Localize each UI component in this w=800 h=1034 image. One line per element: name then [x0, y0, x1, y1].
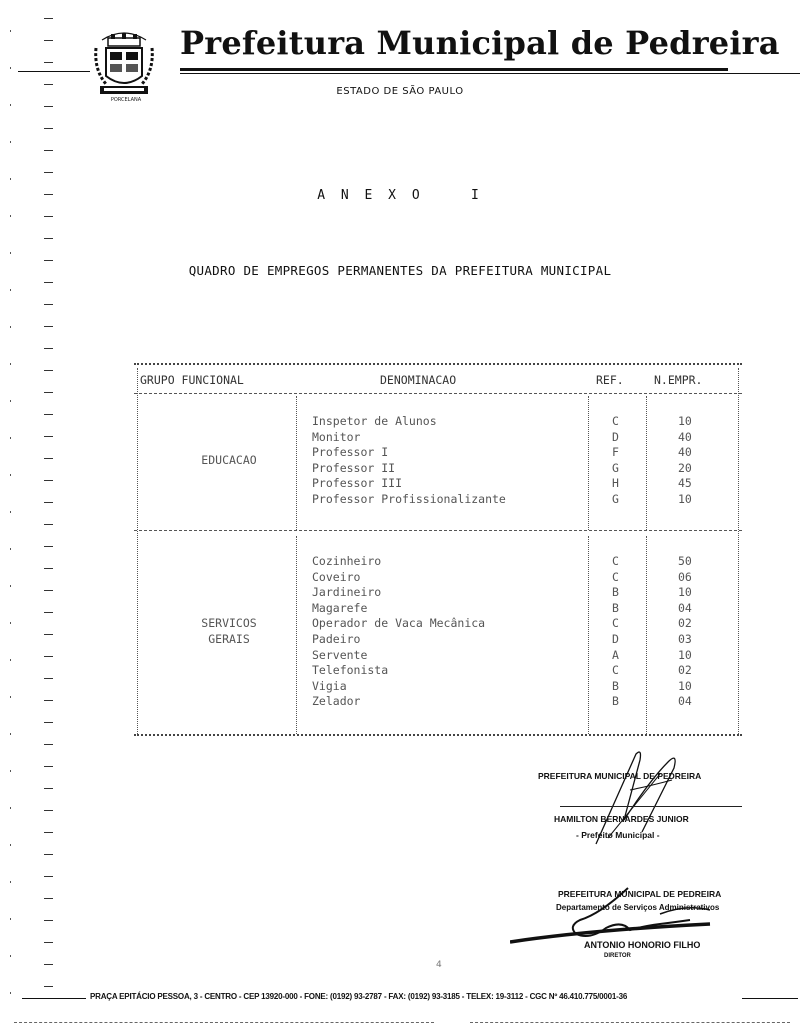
margin-tick [44, 788, 53, 789]
margin-tick [44, 282, 53, 283]
margin-tick [44, 84, 53, 85]
margin-tick [44, 414, 53, 415]
letterhead-rule-left [18, 71, 90, 72]
col-sep-left [137, 368, 138, 734]
cell-n-empr: 45 [678, 476, 692, 491]
director-name: ANTONIO HONORIO FILHO [584, 940, 701, 950]
letterhead-rule-thin [180, 73, 800, 74]
cell-ref: F [612, 445, 619, 460]
edge-dot [10, 67, 11, 69]
cell-ref: C [612, 663, 619, 678]
col-sep-3a [646, 396, 647, 530]
margin-tick [44, 216, 53, 217]
footer-rule-left [22, 998, 86, 999]
cell-denominacao: Cozinheiro [312, 554, 382, 568]
cell-ref: D [612, 429, 619, 444]
col-sep-2b [588, 536, 589, 734]
edge-dot [10, 733, 11, 735]
bottom-scan-line-left [14, 1022, 434, 1023]
margin-tick [44, 18, 53, 19]
director-title: DIRETOR [604, 953, 631, 959]
edge-dot [10, 881, 11, 883]
edge-dot [10, 807, 11, 809]
group-label: EDUCACAO [201, 453, 257, 467]
margin-tick [44, 722, 53, 723]
margin-tick [44, 678, 53, 679]
group-divider [134, 530, 742, 531]
margin-tick [44, 766, 53, 767]
margin-tick [44, 942, 53, 943]
margin-tick [44, 920, 53, 921]
margin-tick [44, 656, 53, 657]
edge-dot [10, 844, 11, 846]
margin-tick [44, 480, 53, 481]
footer-address: PRAÇA EPITÁCIO PESSOA, 3 - CENTRO - CEP 13920-000 - FONE: (0192) 93-2787 - FAX: (0192) 93-3185 - TELEX: 19-3112 - CGC Nº 46.410.775/0001-36 [90, 992, 628, 1001]
cell-ref: C [612, 554, 619, 568]
cell-n-empr: 10 [678, 647, 692, 662]
cell-n-empr: 04 [678, 694, 692, 709]
col-sep-3b [646, 536, 647, 734]
cell-n-empr: 10 [678, 585, 692, 600]
cell-n-empr: 06 [678, 569, 692, 584]
col-header-n-empr: N.EMPR. [654, 373, 703, 387]
margin-tick [44, 172, 53, 173]
cell-denominacao: Zelador [312, 694, 361, 709]
cell-ref: G [612, 492, 619, 506]
cell-n-empr: 20 [678, 460, 692, 475]
annex-heading: A N E X O I [317, 188, 483, 203]
edge-dot [10, 548, 11, 550]
margin-tick [44, 348, 53, 349]
margin-tick [44, 106, 53, 107]
margin-tick [44, 546, 53, 547]
edge-dot [10, 289, 11, 291]
cell-ref: C [612, 569, 619, 584]
edge-dot [10, 918, 11, 920]
cell-n-empr: 40 [678, 429, 692, 444]
margin-tick [44, 854, 53, 855]
cell-denominacao: Padeiro [312, 632, 361, 646]
cell-n-empr: 50 [678, 554, 692, 568]
edge-dot [10, 474, 11, 476]
margin-tick [44, 634, 53, 635]
edge-dot [10, 659, 11, 661]
cell-denominacao: Jardineiro [312, 585, 382, 600]
crest-motto: PORCELANA [110, 97, 142, 103]
edge-dot [10, 696, 11, 698]
edge-dot [10, 770, 11, 772]
margin-tick [44, 40, 53, 41]
margin-tick [44, 612, 53, 613]
edge-dot [10, 992, 11, 994]
table-top-border [134, 363, 742, 365]
cell-denominacao: Coveiro [312, 569, 361, 584]
cell-ref: B [612, 600, 619, 615]
edge-dot [10, 437, 11, 439]
margin-tick [44, 260, 53, 261]
edge-dot [10, 326, 11, 328]
handwritten-signature-director [510, 884, 720, 964]
margin-tick [44, 370, 53, 371]
cell-ref: H [612, 476, 619, 491]
group-label: GERAIS [208, 632, 250, 646]
margin-tick [44, 810, 53, 811]
cell-denominacao: Inspetor de Alunos [312, 414, 437, 428]
cell-ref: A [612, 647, 619, 662]
margin-tick [44, 238, 53, 239]
employment-table [134, 360, 742, 740]
margin-tick [44, 436, 53, 437]
page-number: 4 [436, 960, 442, 970]
margin-tick [44, 568, 53, 569]
bottom-scan-line-right [470, 1022, 790, 1023]
col-header-group: GRUPO FUNCIONAL [140, 373, 244, 387]
margin-tick [44, 986, 53, 987]
cell-ref: C [612, 616, 619, 631]
edge-dot [10, 30, 11, 32]
margin-tick [44, 832, 53, 833]
cell-n-empr: 02 [678, 663, 692, 678]
group-label: SERVICOS [201, 616, 257, 631]
cell-denominacao: Monitor [312, 429, 361, 444]
cell-denominacao: Servente [312, 647, 368, 662]
edge-dot [10, 400, 11, 402]
col-sep-2a [588, 396, 589, 530]
cell-denominacao: Professor Profissionalizante [312, 492, 506, 506]
margin-tick [44, 898, 53, 899]
margin-tick [44, 326, 53, 327]
margin-tick [44, 590, 53, 591]
mayor-title: - Prefeito Municipal - [576, 830, 660, 840]
margin-tick [44, 128, 53, 129]
cell-n-empr: 10 [678, 414, 692, 428]
left-edge-marks [10, 0, 13, 1034]
cell-n-empr: 04 [678, 600, 692, 615]
mayor-signature-line [560, 806, 742, 807]
cell-denominacao: Operador de Vaca Mecânica [312, 616, 486, 631]
edge-dot [10, 363, 11, 365]
edge-dot [10, 141, 11, 143]
cell-denominacao: Vigia [312, 678, 347, 693]
margin-tick [44, 304, 53, 305]
state-subtitle: ESTADO DE SÃO PAULO [336, 86, 464, 97]
edge-dot [10, 178, 11, 180]
edge-dot [10, 215, 11, 217]
cell-denominacao: Magarefe [312, 600, 368, 615]
margin-tick-marks [44, 0, 58, 1000]
cell-ref: G [612, 460, 619, 475]
edge-dot [10, 252, 11, 254]
cell-ref: C [612, 414, 619, 428]
margin-tick [44, 744, 53, 745]
footer-rule-right [742, 998, 798, 999]
cell-n-empr: 10 [678, 678, 692, 693]
cell-n-empr: 02 [678, 616, 692, 631]
organization-title: Prefeitura Municipal de Pedreira [180, 24, 780, 62]
margin-tick [44, 700, 53, 701]
cell-ref: B [612, 694, 619, 709]
edge-dot [10, 511, 11, 513]
col-sep-right [738, 368, 739, 734]
margin-tick [44, 876, 53, 877]
margin-tick [44, 502, 53, 503]
margin-tick [44, 62, 53, 63]
margin-tick [44, 524, 53, 525]
cell-denominacao: Telefonista [312, 663, 389, 678]
margin-tick [44, 964, 53, 965]
table-title: QUADRO DE EMPREGOS PERMANENTES DA PREFEITURA MUNICIPAL [188, 263, 612, 278]
cell-ref: B [612, 585, 619, 600]
edge-dot [10, 955, 11, 957]
edge-dot [10, 104, 11, 106]
margin-tick [44, 458, 53, 459]
cell-n-empr: 03 [678, 632, 692, 646]
mayor-name: HAMILTON BERNARDES JUNIOR [554, 814, 689, 824]
director-department: Departamento de Serviços Administrativos [556, 903, 720, 912]
cell-ref: D [612, 632, 619, 646]
mayor-org-stamp: PREFEITURA MUNICIPAL DE PEDREIRA [538, 771, 702, 781]
header-divider [134, 393, 742, 394]
margin-tick [44, 392, 53, 393]
edge-dot [10, 585, 11, 587]
cell-denominacao: Professor III [312, 476, 403, 491]
cell-denominacao: Professor II [312, 460, 396, 475]
cell-n-empr: 40 [678, 445, 692, 460]
cell-n-empr: 10 [678, 492, 692, 506]
margin-tick [44, 150, 53, 151]
director-org-stamp: PREFEITURA MUNICIPAL DE PEDREIRA [558, 889, 722, 899]
cell-denominacao: Professor I [312, 445, 389, 460]
col-header-denominacao: DENOMINACAO [380, 373, 457, 387]
col-header-ref: REF. [596, 373, 624, 387]
letterhead-rule [180, 68, 728, 71]
edge-dot [10, 622, 11, 624]
cell-ref: B [612, 678, 619, 693]
table-bottom-border [134, 734, 742, 736]
